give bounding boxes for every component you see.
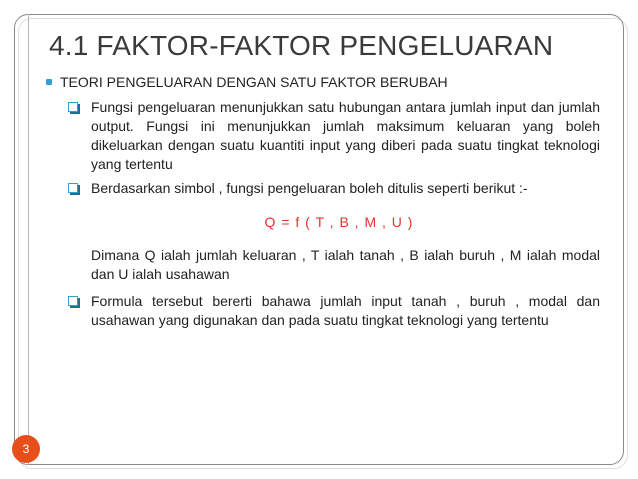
checkbox-bullet-icon	[68, 296, 78, 306]
margin-line	[28, 14, 29, 465]
list-item	[68, 179, 600, 198]
slide-number-badge: 3	[12, 435, 40, 463]
square-bullet-icon	[46, 79, 52, 85]
list-item	[68, 98, 600, 174]
list-item-text: Berdasarkan simbol , fungsi pengeluaran boleh ditulis seperti berikut :-	[91, 180, 528, 196]
list-item	[68, 292, 600, 330]
slide-title: 4.1 FAKTOR-FAKTOR PENGELUARAN	[49, 30, 554, 61]
bullet-level1	[46, 74, 448, 90]
checkbox-bullet-icon	[68, 102, 78, 112]
list-item-text: Formula tersebut bererti bahawa jumlah input tanah , buruh , modal dan usahawan yang digunakan dan pada suatu tingkat teknologi yang tertentu	[91, 293, 600, 328]
list-item-text: Fungsi pengeluaran menunjukkan satu hubungan antara jumlah input dan jumlah output. Fungsi ini menunjukkan jumlah maksimum keluaran yang boleh dikeluarkan dengan suatu kuantiti input yang diberi pada suatu tingkat teknologi yang tertentu	[91, 99, 600, 172]
checkbox-bullet-icon	[68, 183, 78, 193]
formula: Q = f ( T , B , M , U )	[264, 214, 414, 230]
bullet-level1-text: TEORI PENGELUARAN DENGAN SATU FAKTOR BERUBAH	[60, 74, 448, 90]
explanation-text: Dimana Q ialah jumlah keluaran , T ialah tanah , B ialah buruh , M ialah modal dan U ialah usahawan	[91, 247, 600, 282]
